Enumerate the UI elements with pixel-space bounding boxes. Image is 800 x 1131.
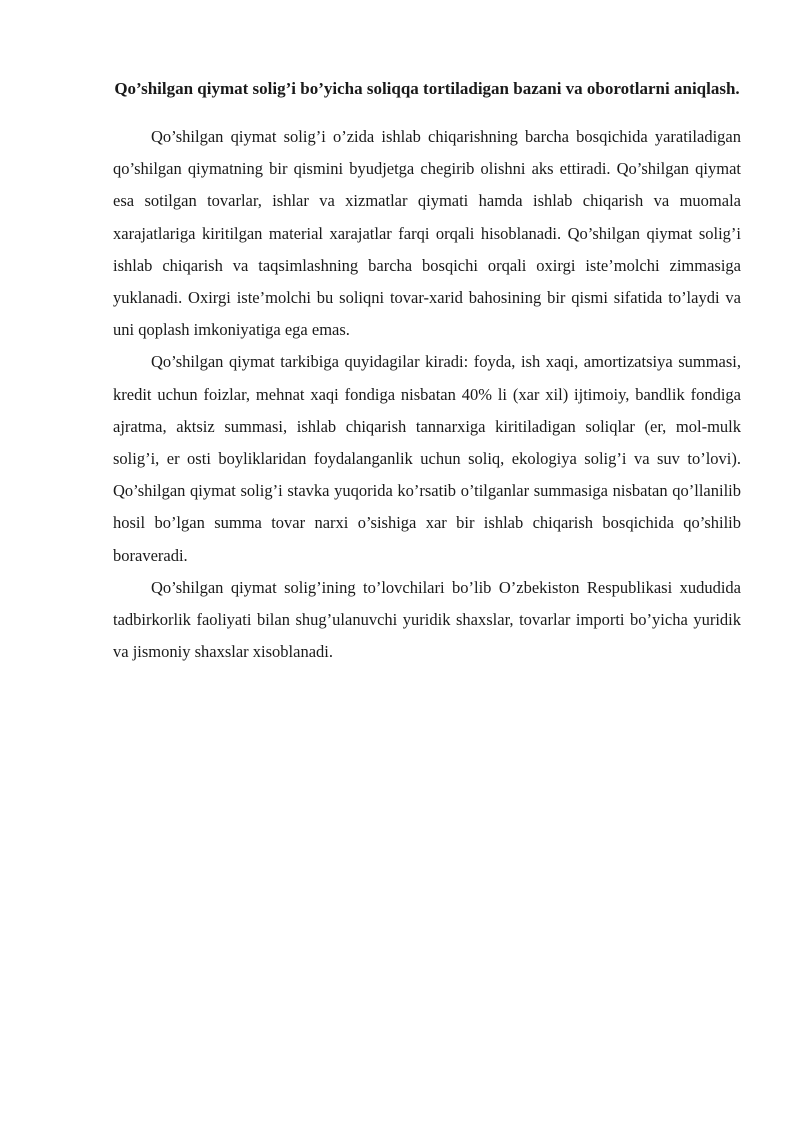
paragraph: Qo’shilgan qiymat solig’i o’zida ishlab chiqarishning barcha bosqichida yaratiladigan qo’shilgan qiymatning bir qismini byudjetga chegirib olishni aks ettiradi. Qo’shilgan qiymat esa sotilgan tovarlar, ishlar va xizmatlar qiymati hamda ishlab chiqarish va muomala xarajatlariga kiritilgan material xarajatlar farqi orqali hisoblanadi. Qo’shilgan qiymat solig’i ishlab chiqarish va taqsimlashning barcha bosqichi orqali oxirgi iste’molchi zimmasiga yuklanadi. Oxirgi iste’molchi bu soliqni tovar-xarid bahosining bir qismi sifatida to’laydi va uni qoplash imkoniyatiga ega emas. [113, 127, 741, 340]
paragraph: Qo’shilgan qiymat solig’ining to’lovchilari bo’lib O’zbekiston Respublikasi xududida tadbirkorlik faoliyati bilan shug’ulanuvchi yuridik shaxslar, tovarlar importi bo’yicha yuridik va jismoniy shaxslar xisoblanadi. [113, 577, 741, 662]
document-body [113, 72, 741, 668]
document-title: Qo’shilgan qiymat solig’i bo’yicha soliqqa tortiladigan bazani va oborotlarni aniqlash. [114, 79, 740, 98]
paragraph: Qo’shilgan qiymat tarkibiga quyidagilar kiradi: foyda, ish xaqi, amortizatsiya summasi, kredit uchun foizlar, mehnat xaqi fondiga nisbatan 40% li (xar xil) ijtimoiy, bandlik fondiga ajratma, aktsiz summasi, ishlab chiqarish tannarxiga kiritiladigan soliqlar (er, mol-mulk solig’i, er osti boyliklaridan foydalanganlik uchun soliq, ekologiya solig’i va suv to’lovi). Qo’shilgan qiymat solig’i stavka yuqorida ko’rsatib o’tilganlar summasiga nisbatan qo’llanilib hosil bo’lgan summa tovar narxi o’sishiga xar bir ishlab chiqarish bosqichida qo’shilib boraveradi. [113, 352, 741, 565]
title-spacer [113, 105, 741, 121]
